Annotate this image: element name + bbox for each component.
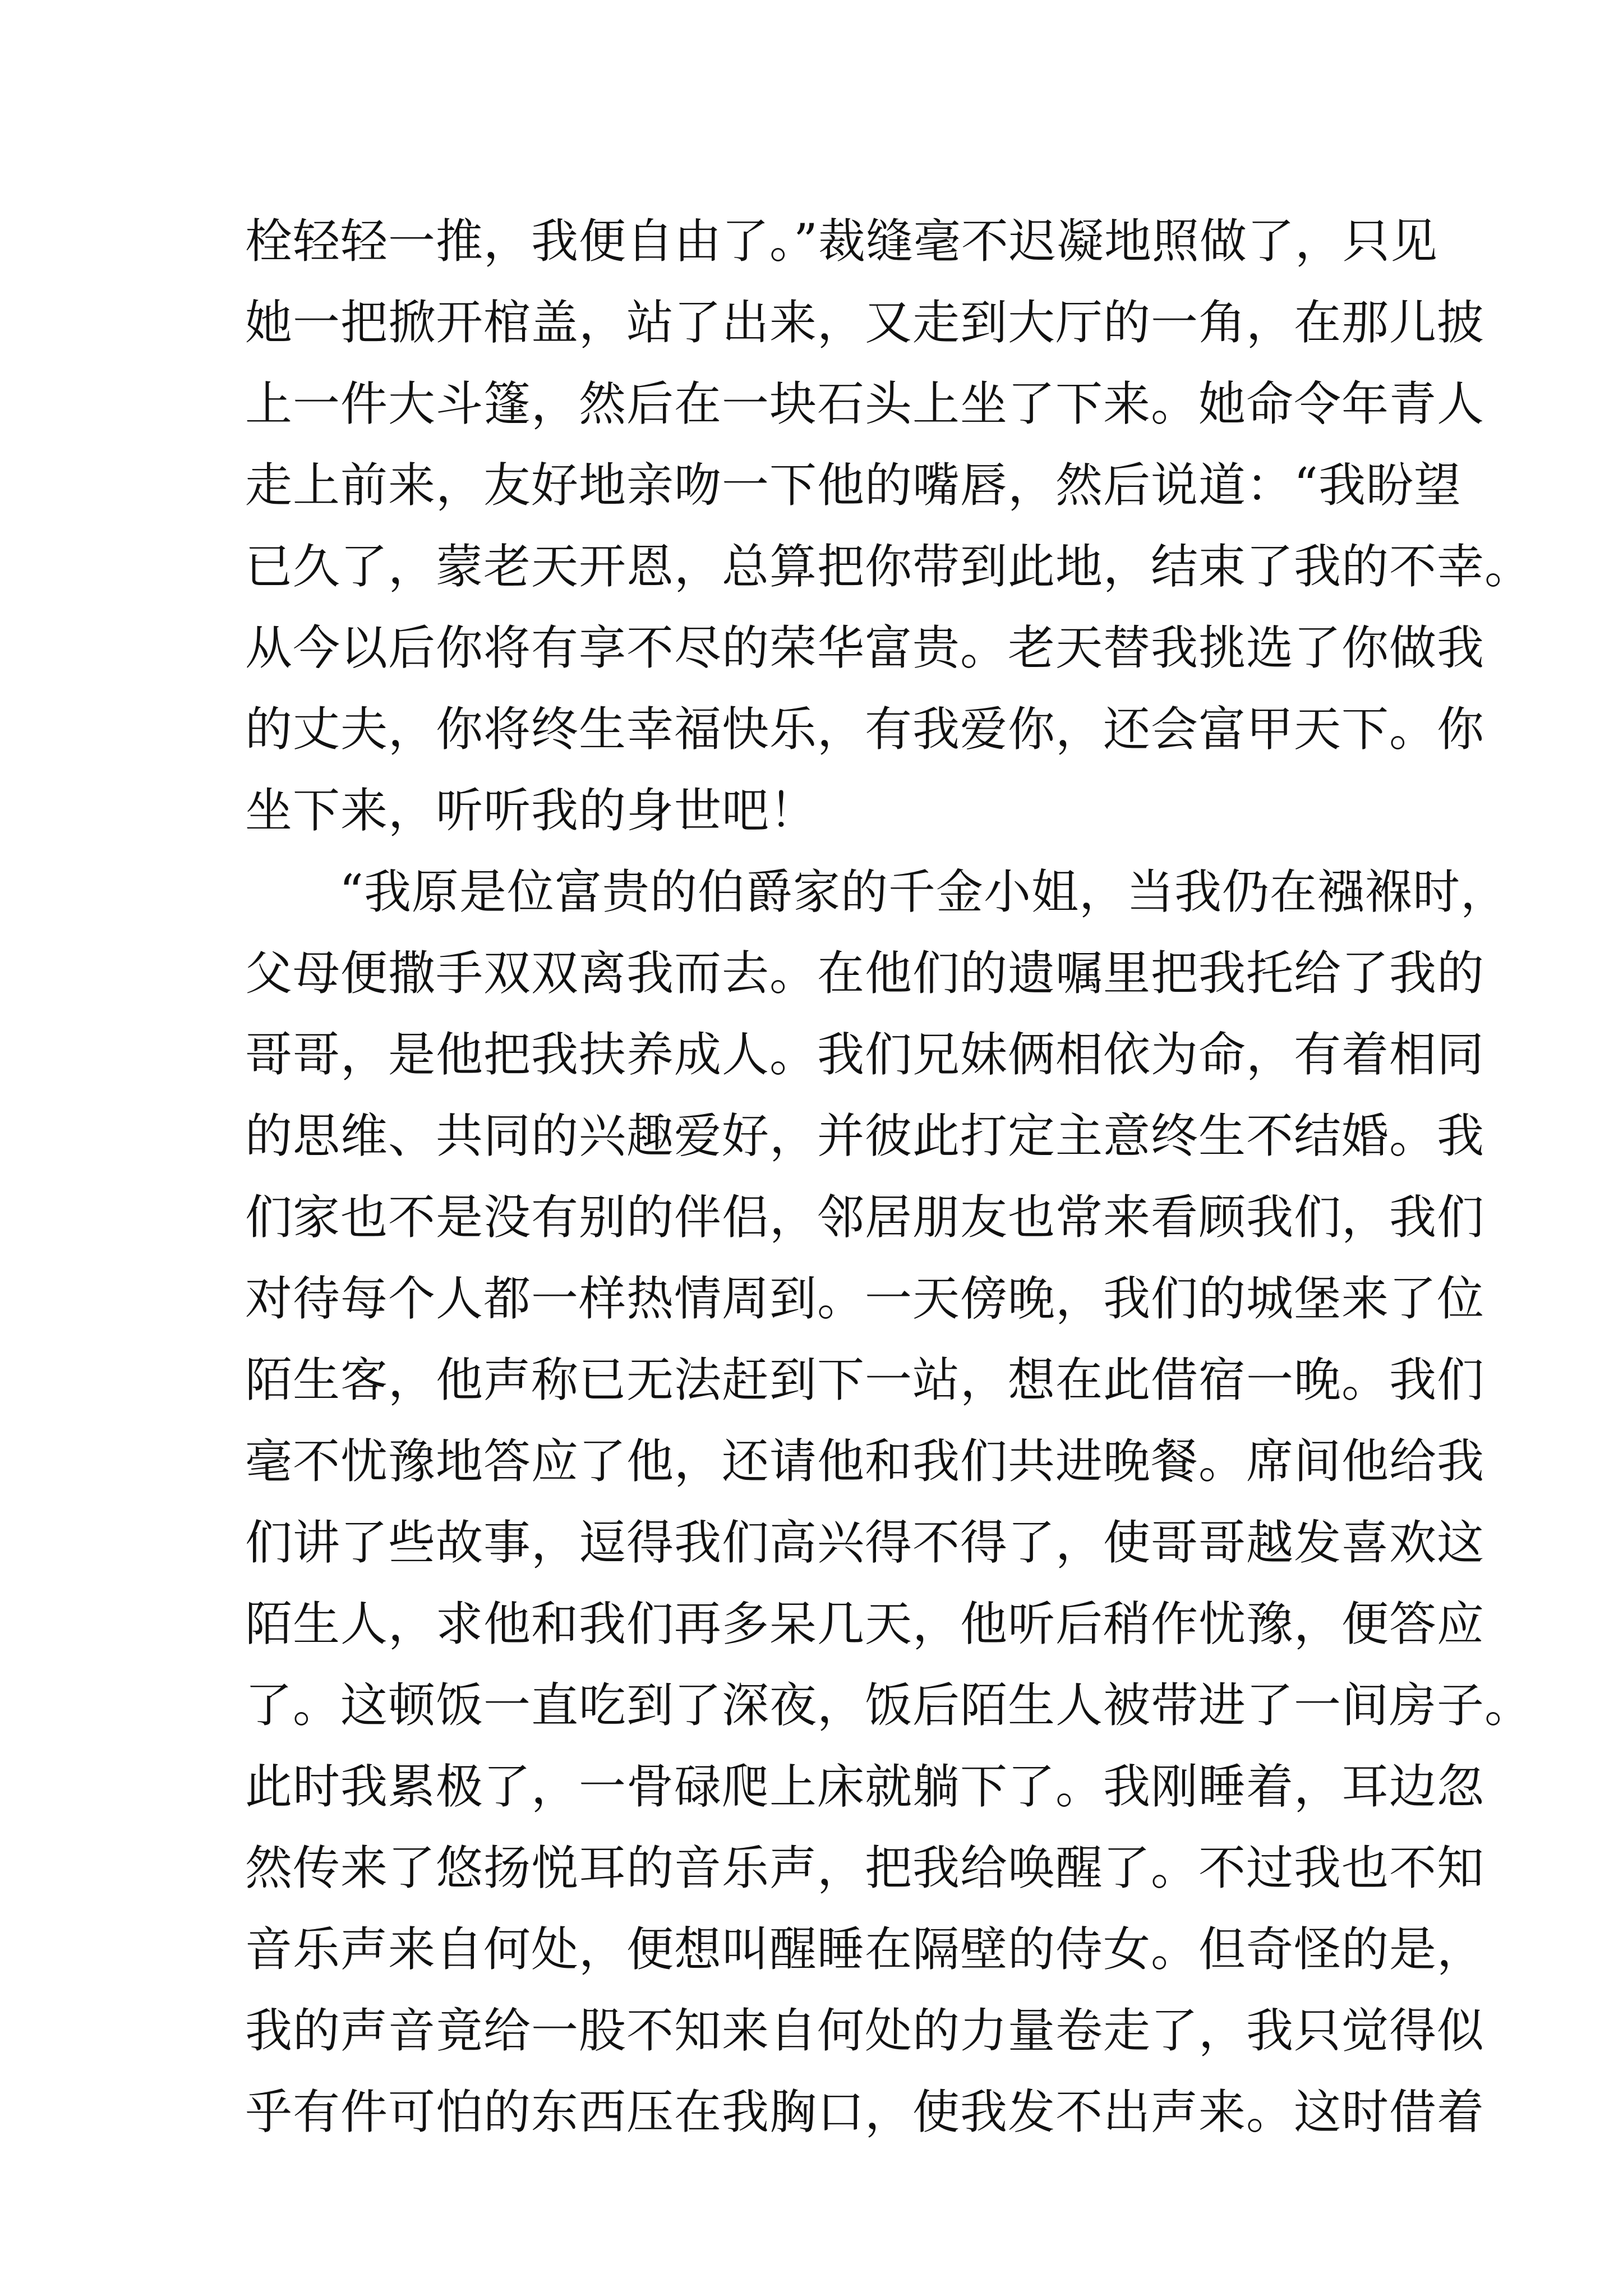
text-line: 对待每个人都一样热情周到。一天傍晚，我们的城堡来了位	[245, 1271, 1485, 1326]
text-line: 然传来了悠扬悦耳的音乐声，把我给唤醒了。不过我也不知	[245, 1841, 1485, 1895]
text-line: 们家也不是没有别的伴侣，邻居朋友也常来看顾我们，我们	[245, 1190, 1485, 1245]
text-line: 毫不忧豫地答应了他，还请他和我们共进晚餐。席间他给我	[245, 1434, 1485, 1489]
text-line: 父母便撒手双双离我而去。在他们的遗嘱里把我托给了我的	[245, 946, 1485, 1001]
text-line: 栓轻轻一推，我便自由了。”裁缝毫不迟凝地照做了，只见	[245, 214, 1438, 269]
text-line: 了。这顿饭一直吃到了深夜，饭后陌生人被带进了一间房子。	[245, 1678, 1533, 1733]
text-line: 坐下来，听听我的身世吧！	[245, 783, 818, 838]
body-text	[245, 201, 1533, 2153]
text-line: 们讲了些故事，逗得我们高兴得不得了，使哥哥越发喜欢这	[245, 1515, 1485, 1570]
text-line: 陌生客，他声称已无法赶到下一站，想在此借宿一晚。我们	[245, 1352, 1485, 1407]
text-line: 哥哥，是他把我扶养成人。我们兄妹俩相依为命，有着相同	[245, 1027, 1485, 1082]
text-line: 音乐声来自何处，便想叫醒睡在隔壁的侍女。但奇怪的是，	[245, 1922, 1485, 1977]
text-line: 她一把掀开棺盖，站了出来，又走到大厅的一角，在那儿披	[245, 295, 1485, 350]
text-line: 的丈夫，你将终生幸福快乐，有我爱你，还会富甲天下。你	[245, 702, 1485, 757]
text-line: 已久了，蒙老天开恩，总算把你带到此地，结束了我的不幸。	[245, 539, 1533, 594]
text-line: 从今以后你将有享不尽的荣华富贵。老天替我挑选了你做我	[245, 620, 1485, 675]
text-line: 的思维、共同的兴趣爱好，并彼此打定主意终生不结婚。我	[245, 1108, 1485, 1163]
text-line: 此时我累极了，一骨碌爬上床就躺下了。我刚睡着，耳边忽	[245, 1759, 1485, 1814]
text-line: 走上前来，友好地亲吻一下他的嘴唇，然后说道：“我盼望	[245, 458, 1461, 513]
text-line: 上一件大斗篷，然后在一块石头上坐了下来。她命令年青人	[245, 376, 1485, 431]
text-line: 乎有件可怕的东西压在我胸口，使我发不出声来。这时借着	[245, 2085, 1485, 2139]
text-line: 我的声音竟给一股不知来自何处的力量卷走了，我只觉得似	[245, 2003, 1485, 2058]
text-line: 陌生人，求他和我们再多呆几天，他听后稍作忧豫，便答应	[245, 1596, 1485, 1651]
text-line-paragraph-start: “我原是位富贵的伯爵家的千金小姐，当我仍在襁褓时，	[339, 864, 1508, 919]
